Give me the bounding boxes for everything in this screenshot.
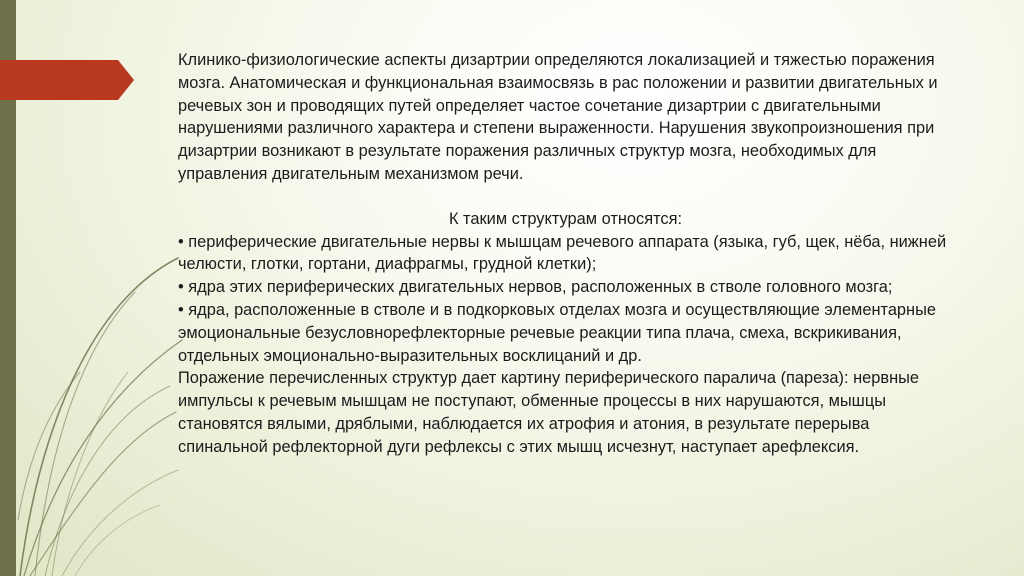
conclusion-paragraph: Поражение перечисленных структур дает картину периферического паралича (пареза): нервные импульсы к речевым мышцам не поступают, обменные процессы в них нарушаются, мышцы становятся вялыми, дряблыми, наблюдается их атрофия и атония, в результате перерыва спинальной рефлекторной дуги рефлексы с этих мышц исчезнут, наступает арефлексия. [178,369,920,456]
list-heading: К таким структурам относятся: [448,209,683,228]
list-item: • ядра, расположенные в стволе и в подкорковых отделах мозга и осуществляющие элементарные эмоциональные безусловнорефлекторные речевые реакции типа плача, смеха, вскрикивания, отдельных эмоционально-выразительных восклицаний и др. [178,300,936,365]
grass-stem-7 [62,470,178,576]
grass-stem-9 [75,505,160,576]
grass-stem-1 [20,258,178,576]
intro-paragraph: Клинико-физиологические аспекты дизартрии определяются локализацией и тяжестью поражения мозга. Анатомическая и функциональная взаимосвязь в рас положении и развитии двигательных и речевых зон и проводящих путей определяет частое сочетание дизартрии с двигательными нарушениями различного характера и степени выраженности. Нарушения звукопроизношения при дизартрии возникают в результате поражения различных структур мозга, необходимых для управления двигательным механизмом речи. [178,51,938,183]
list-item: • ядра этих периферических двигательных нервов, расположенных в стволе головного мозга; [178,278,893,297]
title-arrow [0,60,134,100]
list-item: • периферические двигательные нервы к мышцам речевого аппарата (языка, губ, щек, нёба, нижней челюсти, глотки, гортани, диафрагмы, грудной клетки); [178,232,947,274]
grass-stem-2 [24,340,182,576]
grass-stem-5 [45,386,170,576]
slide-text-block [178,49,953,459]
grass-stem-4 [35,292,135,576]
